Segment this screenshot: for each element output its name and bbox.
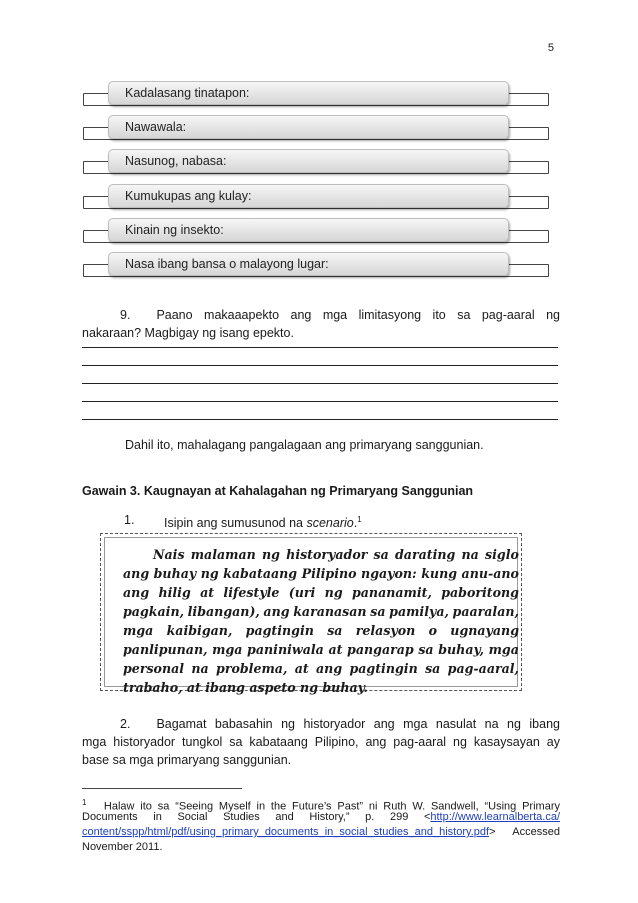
scenario-line: ang buhay ng kabataang Pilipino ngayon: kung anu-ano [123, 566, 519, 581]
limitation-label: Kadalasang tinatapon: [108, 81, 509, 105]
footnote-line [82, 825, 560, 840]
footnote-text: Documents in Social Studies and History,” p. 299 < [82, 811, 431, 823]
footnote-link[interactable]: http://www.learnalberta.ca/ [430, 811, 560, 823]
limitation-label: Nawawala: [108, 115, 509, 139]
question-9-line: nakaraan? Magbigay ng isang epekto. [82, 326, 294, 340]
answer-line[interactable] [82, 419, 558, 420]
item-1-emphasis: scenario [306, 516, 354, 531]
limitation-label: Kumukupas ang kulay: [108, 184, 509, 208]
scenario-box [100, 533, 522, 695]
footnote-text: > Accessed [489, 826, 560, 838]
answer-line[interactable] [82, 365, 558, 366]
footnote-line: November 2011. [82, 841, 163, 853]
footnote-text: Halaw ito sa “Seeing Myself in the Future’s Past” ni Ruth W. Sandwell, “Using Primary [103, 800, 560, 813]
footnote-divider [82, 788, 242, 789]
scenario-line: personal na problema, at ang pagtingin sa pag-aaral, [123, 661, 519, 676]
item-1-number: 1. [124, 513, 135, 527]
section-heading: Gawain 3. Kaugnayan at Kahalagahan ng Primaryang Sanggunian [82, 484, 474, 498]
scenario-line: pagkain, libangan), ang karanasan sa pamilya, paaralan, [123, 604, 519, 619]
question-9-text: Paano makaaapekto ang mga limitasyong ito sa pag-aaral ng [156, 308, 560, 322]
scenario-line: panlipunan, mga paniniwala at pangarap sa buhay, mga [123, 642, 519, 657]
footnote-line [82, 810, 560, 825]
gawain3-item-2-line: base sa mga primaryang sanggunian. [82, 753, 292, 767]
gawain3-item-1 [124, 511, 362, 531]
answer-line[interactable] [82, 401, 558, 402]
answer-line[interactable] [82, 347, 558, 348]
page-number: 5 [547, 42, 554, 54]
scenario-line: mga kaibigan, pagtingin sa relasyon o ugnayang [123, 623, 519, 638]
item-2-number: 2. [120, 717, 131, 731]
closing-note: Dahil ito, mahalagang pangalagaan ang primaryang sanggunian. [125, 438, 484, 452]
footnote-ref[interactable]: 1 [357, 515, 362, 524]
scenario-line: ang hilig at lifestyle (uri ng pananamit, paboritong [123, 585, 519, 600]
scenario-line: trabaho, at ibang aspeto ng buhay. [123, 680, 368, 695]
gawain3-item-2-line [82, 715, 560, 733]
item-1-period: . [353, 516, 358, 531]
limitation-label: Kinain ng insekto: [108, 218, 509, 242]
limitation-label: Nasunog, nabasa: [108, 149, 509, 173]
question-9-line [82, 306, 560, 324]
limitation-label: Nasa ibang bansa o malayong lugar: [108, 252, 509, 276]
footnote-link[interactable]: content/sspp/html/pdf/using_primary_documents_in_social_studies_and_history.pdf [82, 826, 490, 838]
gawain3-item-2-line: mga historyador tungkol sa kabataang Pilipino, ang pag-aaral ng kasaysayan ay [82, 735, 560, 749]
answer-line[interactable] [82, 383, 558, 384]
scenario-line: Nais malaman ng historyador sa darating na siglo [153, 547, 519, 562]
question-9-number: 9. [120, 308, 131, 322]
item-1-text: Isipin ang sumusunod na [164, 516, 307, 531]
item-2-text: Bagamat babasahin ng historyador ang mga nasulat na ng ibang [156, 717, 560, 731]
footnote-marker: 1 [82, 798, 87, 807]
